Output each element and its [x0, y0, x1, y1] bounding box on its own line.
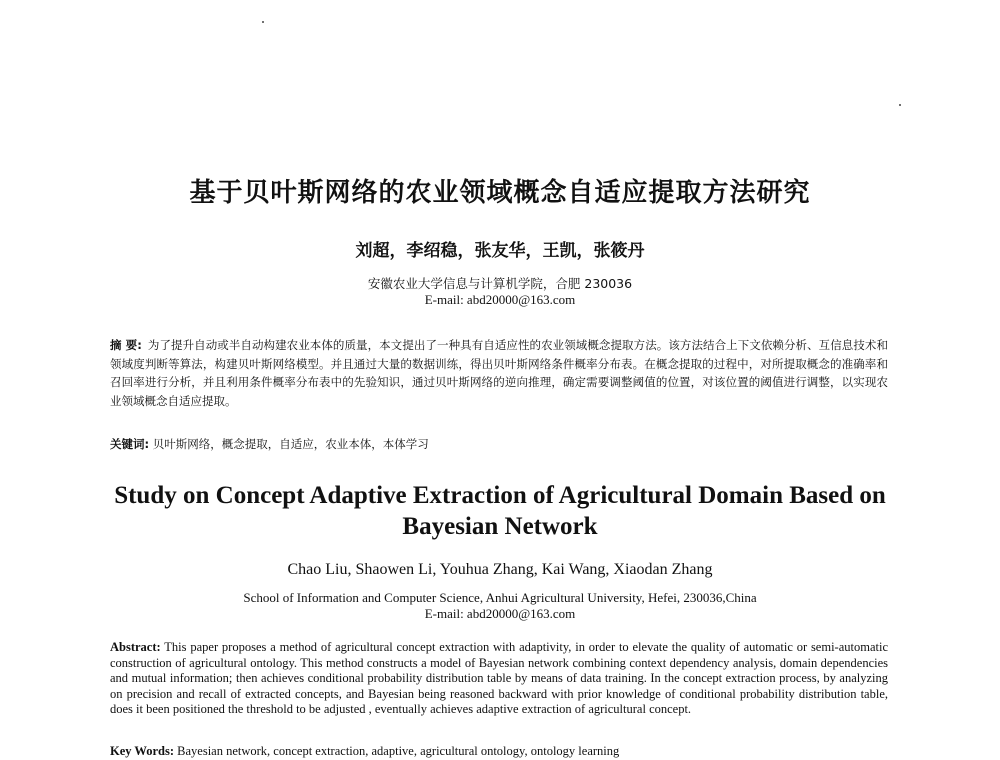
chinese-authors: 刘超，李绍稳，张友华，王凯，张筱丹 — [355, 241, 645, 261]
scan-speck — [262, 21, 264, 23]
english-affiliation: School of Information and Computer Science, Anhui Agricultural University, Hefei, 230036,China — [243, 590, 757, 605]
chinese-keywords-text: 贝叶斯网络，概念提取，自适应，农业本体，本体学习 — [152, 437, 429, 451]
chinese-abstract-label: 摘 要: — [110, 338, 142, 352]
english-abstract — [110, 640, 888, 718]
chinese-keywords — [110, 436, 888, 452]
english-abstract-label: Abstract: — [110, 640, 161, 654]
english-keywords — [110, 744, 888, 759]
english-keywords-text: Bayesian network, concept extraction, adaptive, agricultural ontology, ontology learning — [177, 744, 620, 758]
english-abstract-text: This paper proposes a method of agricultural concept extraction with adaptivity, in order to elevate the quality of automatic or semi-automatic construction of agricultural ontology. This method constructs a model of Bayesian network combining context dependency analysis, domain dependencies and mutual information; then achieves conditional probability distribution table by means of data training. In the concept extraction process, by analyzing on precision and recall of extracted concepts, and Bayesian being reasoned backward with prior knowledge of conditional probability distribution table, does it been positioned the threshold to be adjusted , eventually achieves adaptive extraction of agricultural concept. — [110, 640, 889, 716]
scan-speck — [899, 104, 901, 106]
english-authors: Chao Liu, Shaowen Li, Youhua Zhang, Kai Wang, Xiaodan Zhang — [287, 561, 713, 578]
english-keywords-label: Key Words: — [110, 744, 175, 758]
chinese-abstract-text: 为了提升自动或半自动构建农业本体的质量，本文提出了一种具有自适应性的农业领域概念提取方法。该方法结合上下文依赖分析、互信息技术和领域度判断等算法，构建贝叶斯网络模型。并且通过大量的数据训练，得出贝叶斯网络条件概率分布表。在概念提取的过程中，对所提取概念的准确率和召回率进行分析，并且利用条件概率分布表中的先验知识，通过贝叶斯网络的逆向推理，确定需要调整阈值的位置，对该位置的阈值进行调整，以实现农业领域概念自适应提取。 — [110, 338, 888, 408]
chinese-keywords-label: 关键词: — [110, 437, 150, 451]
chinese-title: 基于贝叶斯网络的农业领域概念自适应提取方法研究 — [189, 178, 811, 208]
english-title: Study on Concept Adaptive Extraction of Agricultural Domain Based on Bayesian Network — [114, 482, 886, 540]
chinese-abstract — [110, 336, 888, 410]
chinese-email: E-mail: abd20000@163.com — [424, 292, 576, 307]
chinese-affiliation: 安徽农业大学信息与计算机学院，合肥 230036 — [367, 276, 633, 291]
english-email: E-mail: abd20000@163.com — [424, 606, 576, 621]
